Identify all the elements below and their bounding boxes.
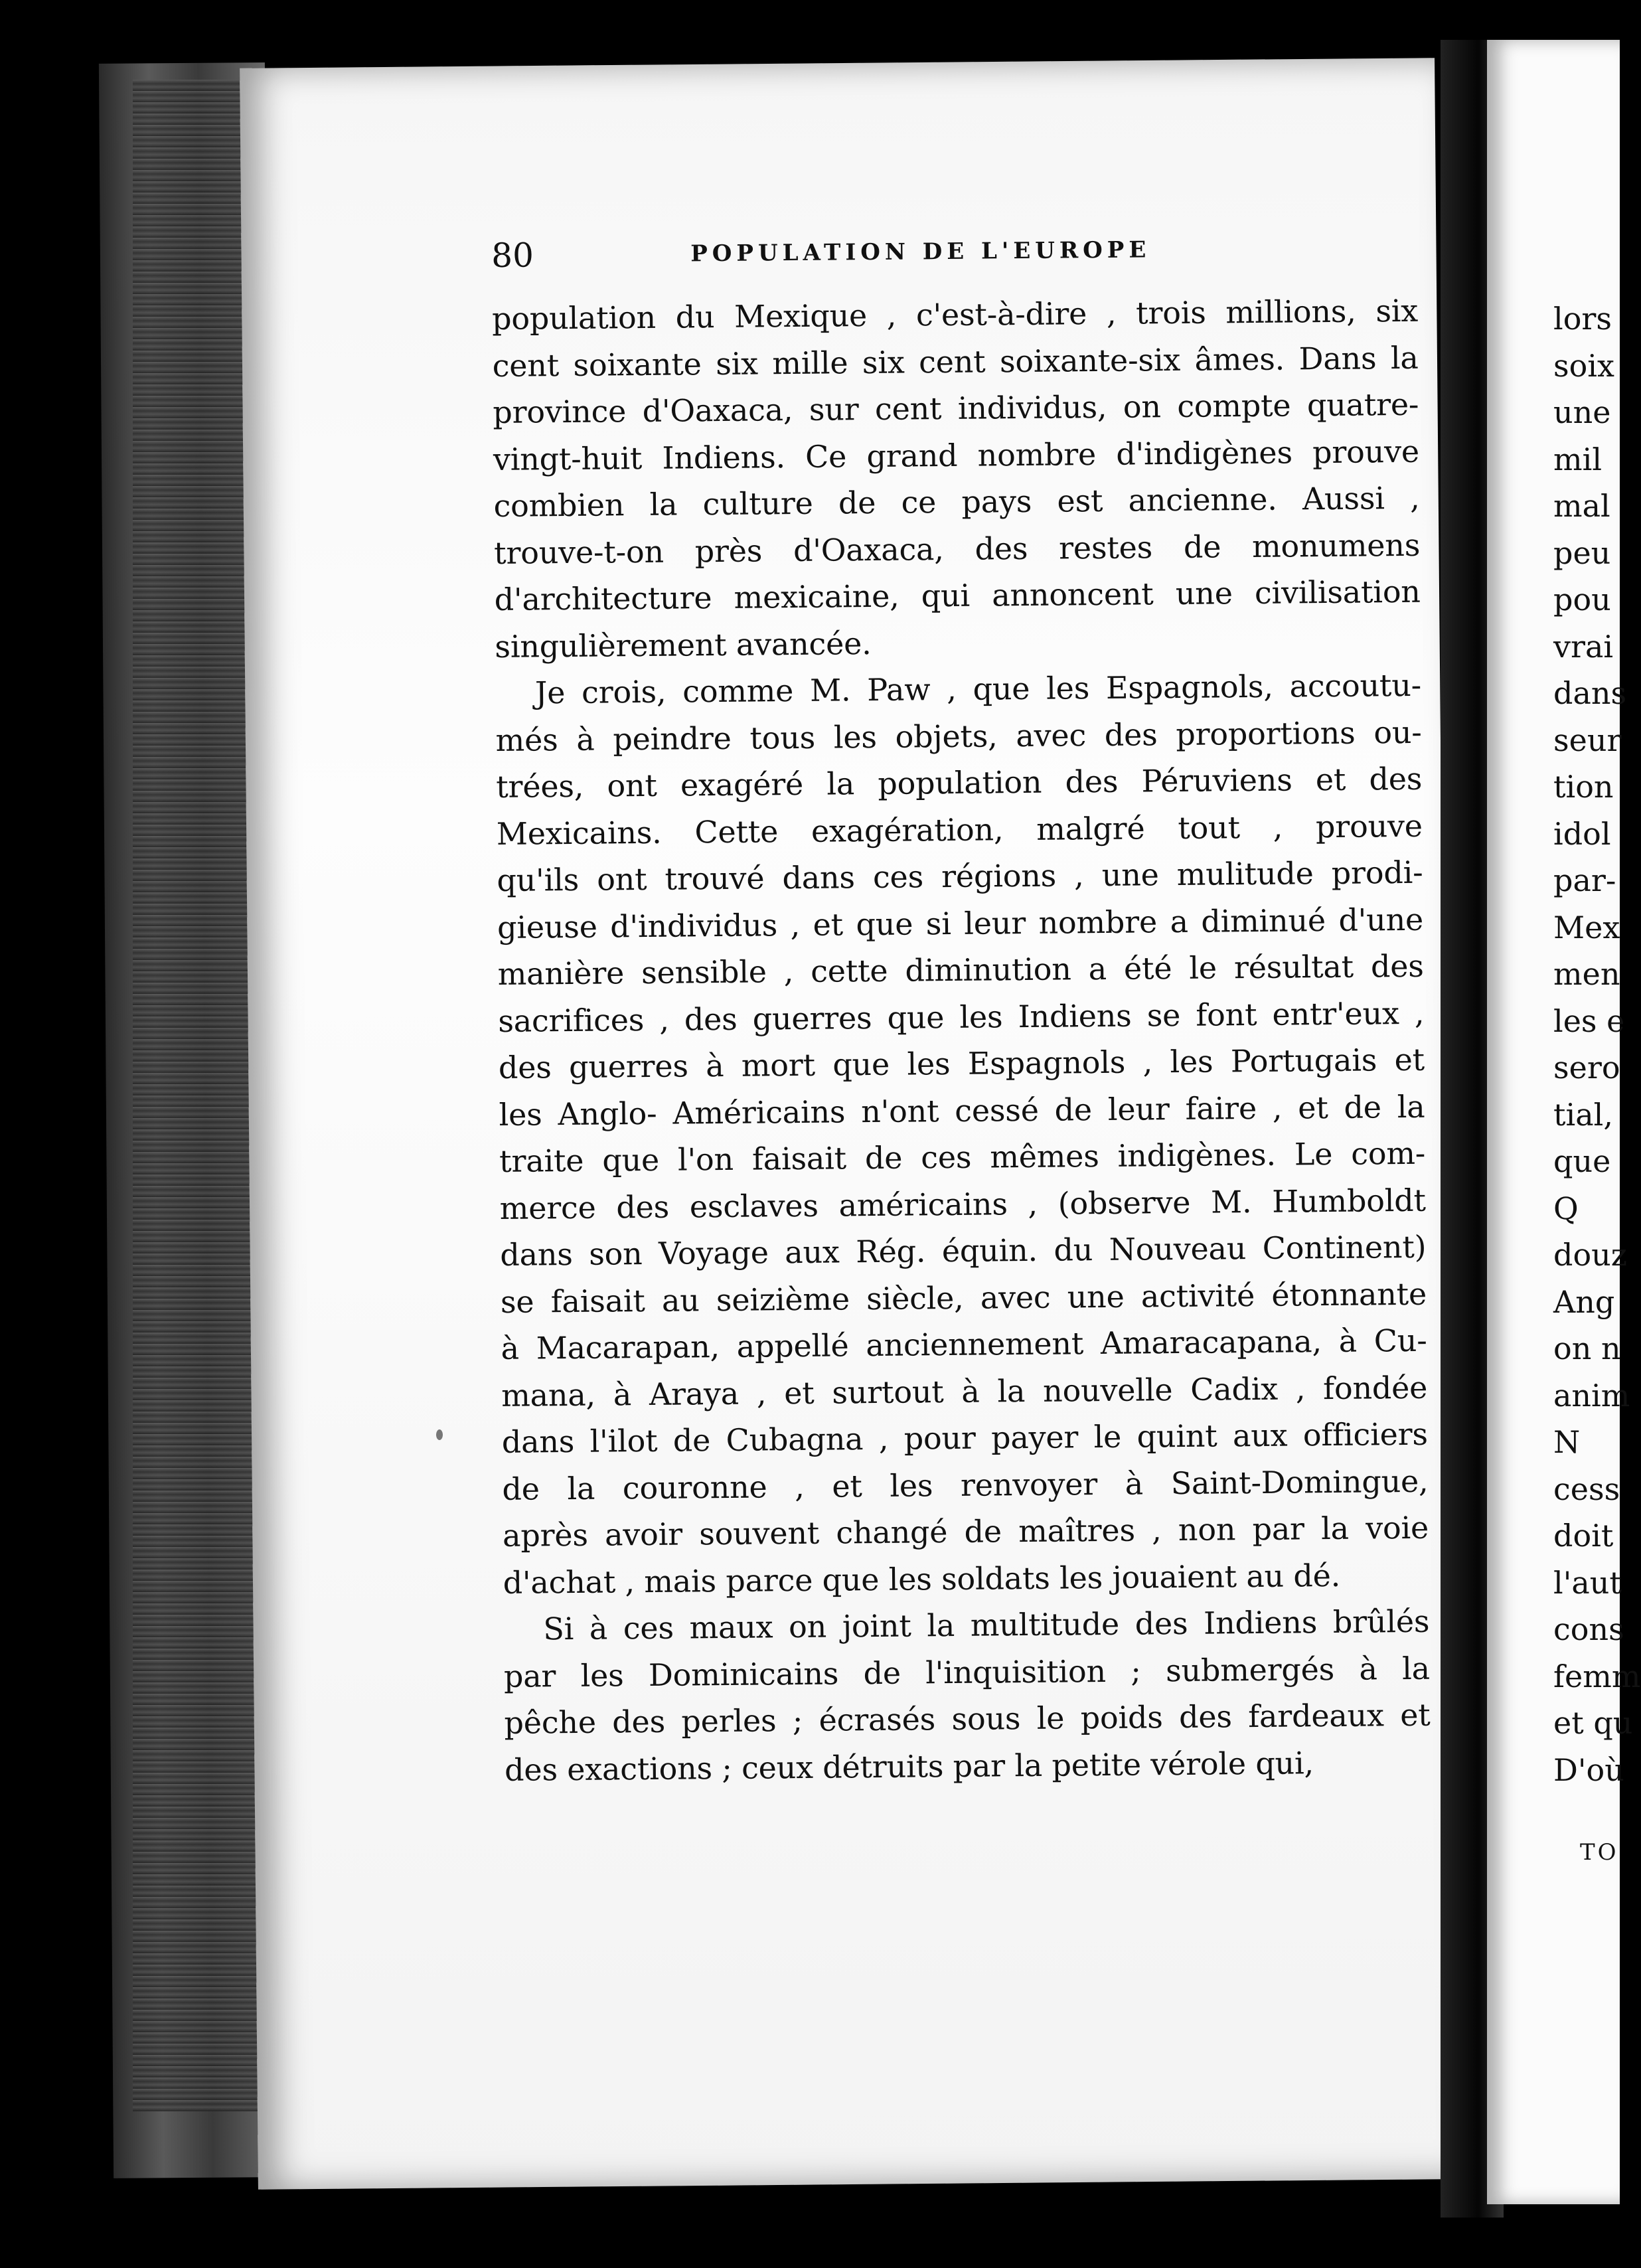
facing-text-line: pou: [1553, 582, 1611, 617]
text-line: combien la culture de ce pays est ancienne. Aussi ,: [493, 479, 1420, 524]
facing-text-line: femm: [1553, 1658, 1641, 1694]
body-text: [492, 287, 1431, 1793]
facing-text-line: douz: [1553, 1237, 1628, 1273]
text-line: vingt-huit Indiens. Ce grand nombre d'indigènes prouve: [493, 433, 1420, 477]
text-line: sacrifices , des guerres que les Indiens se font entr'eux ,: [498, 995, 1425, 1039]
running-title: POPULATION DE L'EUROPE: [690, 236, 1151, 268]
text-line: Si à ces maux on joint la multitude des Indiens brûlés: [543, 1603, 1430, 1647]
text-line: mana, à Araya , et surtout à la nouvelle Cadix , fondée: [501, 1369, 1428, 1414]
page-content: [491, 228, 1431, 1793]
facing-text-line: une: [1553, 394, 1611, 430]
text-line: d'achat , mais parce que les soldats les jouaient au dé.: [503, 1557, 1341, 1601]
facing-text-line: N: [1553, 1424, 1581, 1460]
facing-text-line: sero: [1553, 1050, 1620, 1086]
text-line: pêche des perles ; écrasés sous le poids des fardeaux et: [504, 1696, 1431, 1741]
facing-text-line: men: [1553, 956, 1620, 992]
facing-text-line: anim: [1553, 1377, 1630, 1414]
facing-text-line: seur: [1553, 722, 1622, 758]
facing-page-text: [1553, 295, 1641, 1793]
facing-text-line: vrai: [1553, 628, 1614, 665]
text-line: par les Dominicains de l'inquisition ; submergés à la: [503, 1650, 1431, 1694]
facing-text-line: mil: [1553, 441, 1602, 477]
paper-speck: [436, 1429, 443, 1440]
text-line: gieuse d'individus , et que si leur nombre a diminué d'une: [497, 901, 1424, 945]
text-line: à Macarapan, appellé anciennement Amaracapana, à Cu-: [501, 1322, 1427, 1366]
text-line: merce des esclaves américains , (observe M. Humboldt: [499, 1182, 1426, 1226]
text-line: après avoir souvent changé de maîtres , non par la voie: [502, 1509, 1429, 1554]
facing-text-line: on n: [1553, 1331, 1621, 1366]
facing-text-line: soix: [1553, 347, 1614, 384]
running-head: [491, 228, 1417, 276]
facing-text-line: Q: [1553, 1190, 1579, 1226]
text-line: traite que l'on faisait de ces mêmes indigènes. Le com-: [499, 1135, 1426, 1179]
text-line: trouve-t-on près d'Oaxaca, des restes de monumens: [493, 526, 1421, 571]
text-line: cent soixante six mille six cent soixante-six âmes. Dans la: [492, 339, 1419, 384]
text-line: dans son Voyage aux Rég. équin. du Nouveau Continent): [500, 1228, 1427, 1273]
facing-text-line: mal: [1553, 488, 1610, 524]
text-line: Je crois, comme M. Paw , que les Espagnols, accoutu-: [534, 667, 1422, 711]
facing-text-line: doit: [1553, 1518, 1614, 1554]
text-line: des guerres à mort que les Espagnols , les Portugais et: [498, 1041, 1425, 1086]
text-line: province d'Oaxaca, sur cent individus, on compte quatre-: [493, 386, 1419, 430]
page-number: 80: [491, 236, 534, 275]
facing-text-line: Ang: [1553, 1283, 1615, 1320]
facing-text-line: lors: [1553, 301, 1612, 337]
text-line: d'architecture mexicaine, qui annoncent une civilisation: [494, 573, 1421, 617]
text-line: manière sensible , cette diminution a été le résultat des: [497, 947, 1424, 992]
text-line: qu'ils ont trouvé dans ces régions , une mulitude prodi-: [497, 854, 1423, 898]
text-line: population du Mexique , c'est-à-dire , trois millions, six: [491, 292, 1419, 337]
facing-text-line: l'aut: [1553, 1564, 1622, 1601]
facing-text-line: cons: [1553, 1611, 1624, 1647]
text-line: trées, ont exagéré la population des Péruviens et des: [496, 760, 1423, 805]
text-line: més à peindre tous les objets, avec des proportions ou-: [495, 714, 1422, 758]
facing-text-line: peu: [1553, 534, 1611, 571]
facing-text-line: que: [1553, 1143, 1611, 1179]
text-line: dans l'ilot de Cubagna , pour payer le quint aux officiers: [501, 1416, 1429, 1460]
text-line: de la couronne , et les renvoyer à Saint-Domingue,: [502, 1463, 1429, 1507]
facing-text-line: les e: [1553, 1003, 1625, 1039]
facing-text-line: tion: [1553, 769, 1614, 805]
facing-text-line: D'où: [1553, 1751, 1624, 1788]
facing-text-line: Mex: [1553, 909, 1620, 945]
facing-text-line: par-: [1553, 862, 1616, 898]
text-line: se faisait au seizième siècle, avec une activité étonnante: [500, 1275, 1427, 1320]
facing-text-line: cess: [1553, 1471, 1620, 1507]
text-line: singulièrement avancée.: [495, 625, 872, 665]
facing-text-line: dans: [1553, 675, 1627, 711]
facing-text-line: et qu: [1553, 1705, 1633, 1741]
facing-text-line: idol: [1553, 815, 1611, 852]
text-line: les Anglo- Américains n'ont cessé de leur faire , et de la: [499, 1088, 1425, 1133]
facing-page-catchword: TO: [1580, 1839, 1619, 1866]
text-line: Mexicains. Cette exagération, malgré tout , prouve: [496, 807, 1423, 852]
facing-text-line: tial,: [1553, 1096, 1613, 1133]
text-line: des exactions ; ceux détruits par la petite vérole qui,: [504, 1744, 1314, 1788]
